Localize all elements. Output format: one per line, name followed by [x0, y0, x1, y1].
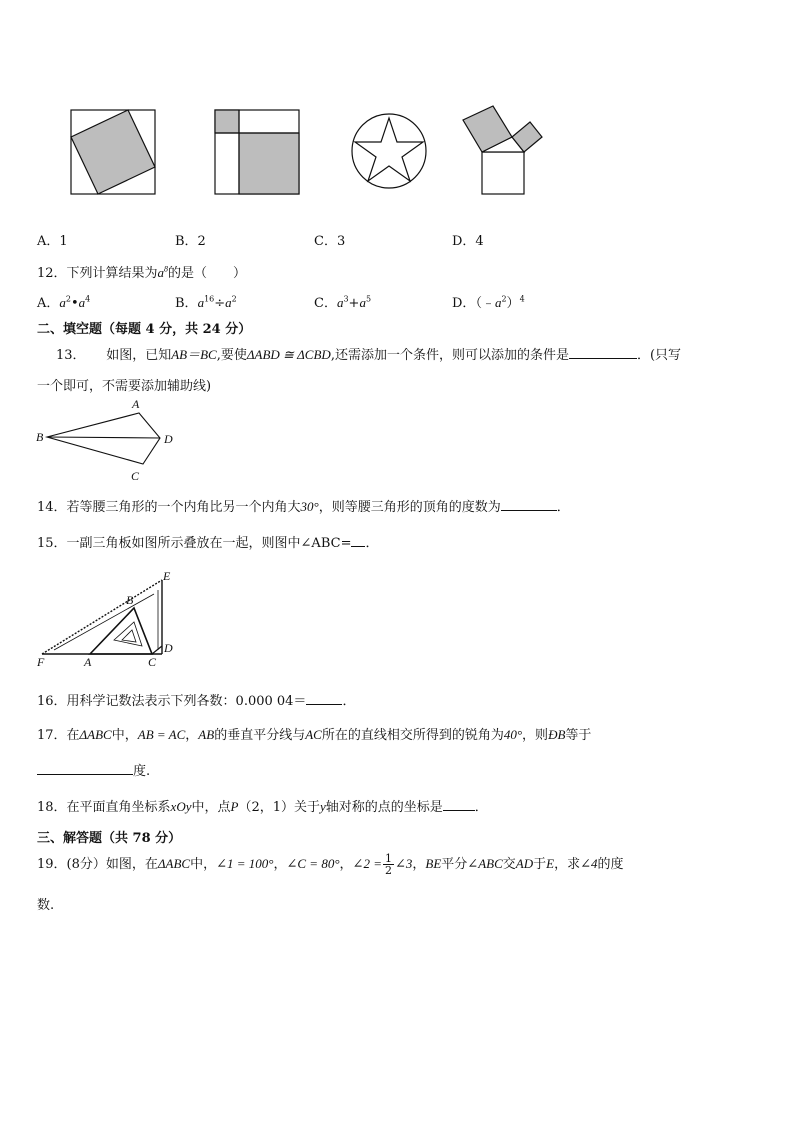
- q19-text-8: 于: [533, 857, 547, 872]
- q12-b-exp2: 2: [231, 294, 237, 304]
- figure-b-divided-square: [215, 110, 299, 194]
- q12-c-exp1: 3: [343, 294, 349, 304]
- q12-c-base1: a: [336, 295, 344, 310]
- q12-option-a-label: A．: [37, 296, 60, 311]
- q13-text-2: ,要使: [216, 348, 247, 363]
- q12-d-close: ）: [506, 296, 520, 311]
- q12-d-exp-in: 2: [501, 294, 507, 304]
- q12-option-b[interactable]: [175, 292, 237, 311]
- q12-d-exp-out: 4: [519, 294, 525, 304]
- q12-stem-pre: 12．下列计算结果为: [37, 266, 158, 281]
- q12-b-base2: a: [225, 295, 232, 310]
- q17-text-1: 17．在: [37, 728, 80, 743]
- q13-number: 13．: [56, 348, 86, 363]
- q11-option-b[interactable]: B．2: [175, 234, 206, 249]
- q11-option-c[interactable]: C．3: [314, 234, 346, 249]
- q19-frac-den: 2: [384, 864, 392, 877]
- q12-c-exp2: 5: [365, 294, 372, 304]
- q13-answer-blank[interactable]: [569, 346, 637, 359]
- q16-text-2: ．: [342, 694, 356, 709]
- q16-answer-blank[interactable]: [306, 692, 342, 705]
- q17-math-angle-b: ÐB: [548, 727, 566, 742]
- q19-math-be: BE: [425, 856, 442, 871]
- q16-line: [37, 690, 355, 709]
- q12-option-c-label: C．: [314, 296, 337, 311]
- q17-math-triangle: ΔABC: [79, 727, 112, 742]
- q19-line1: [37, 853, 624, 876]
- q15-text-1: 15．一副三角板如图所示叠放在一起，则图中∠ABC=: [37, 536, 352, 551]
- q13-label-c: C: [131, 469, 140, 483]
- q19-text-4: ，: [339, 857, 353, 872]
- q17-line2: [37, 760, 150, 779]
- q12-option-a[interactable]: [37, 292, 90, 311]
- q14-answer-blank[interactable]: [501, 498, 557, 511]
- q12-b-exp1: 16: [204, 294, 215, 304]
- q12-stem-base: a: [157, 265, 165, 280]
- q19-math-angle3: ∠3: [394, 856, 413, 871]
- q18-answer-blank[interactable]: [443, 798, 475, 811]
- q15-line: [37, 532, 378, 551]
- q13-label-d: D: [164, 432, 173, 446]
- q13-label-a: A: [132, 397, 140, 411]
- q19-text-1: 19．(8分）如图，在: [37, 857, 158, 872]
- q17-text-8: 度.: [133, 764, 151, 779]
- q19-math-triangle: ΔABC: [157, 856, 191, 871]
- q18-math-p: P: [230, 799, 239, 814]
- q19-text-3: ，: [273, 857, 287, 872]
- q15-text-2: ．: [365, 536, 379, 551]
- q19-text-9: ，求: [554, 857, 581, 872]
- q15-label-f: F: [37, 655, 45, 669]
- q11-figures: [60, 100, 560, 200]
- q15-figure-triangle-boards: [34, 568, 184, 670]
- q12-b-op: ÷: [214, 296, 226, 311]
- q19-line2: 数.: [37, 898, 55, 913]
- q12-stem: [37, 262, 246, 281]
- q19-math-angle1: ∠1 = 100°: [216, 856, 274, 871]
- q17-math-ac: AC: [305, 727, 322, 742]
- q18-text-2: 中，点: [191, 800, 231, 815]
- figure-a-tilted-square: [71, 110, 155, 194]
- q19-math-angle2: ∠2 =: [352, 856, 382, 871]
- q19-text-10: 的度: [597, 857, 624, 872]
- q18-math-y: y: [320, 799, 326, 814]
- q19-text-7: 交: [502, 857, 516, 872]
- q19-text-6: 平分: [441, 857, 468, 872]
- q15-label-a: A: [84, 655, 92, 669]
- q15-label-d: D: [164, 641, 173, 655]
- q12-option-c[interactable]: [314, 292, 371, 311]
- q19-math-angle-abc: ∠ABC: [467, 856, 503, 871]
- q17-math-40: 40°: [503, 727, 523, 742]
- q19-math-ad: AD: [515, 856, 534, 871]
- q17-text-2: 中，: [111, 728, 138, 743]
- q13-label-b: B: [36, 430, 44, 444]
- q12-a-base1: a: [59, 295, 66, 310]
- q19-frac-num: 1: [384, 852, 392, 865]
- q13-line2: 一个即可，不需要添加辅助线): [37, 379, 212, 394]
- q16-text-1: 16．用科学记数法表示下列各数：0.000 04＝: [37, 694, 307, 709]
- q17-text-5: 所在的直线相交所得到的锐角为: [321, 728, 504, 743]
- q15-answer-blank[interactable]: [351, 534, 365, 547]
- q18-text-4: 轴对称的点的坐标是: [325, 800, 443, 815]
- q12-option-b-label: B．: [175, 296, 198, 311]
- q18-text-1: 18．在平面直角坐标系: [37, 800, 171, 815]
- q12-option-d[interactable]: [452, 292, 525, 311]
- q12-option-d-label: D．: [452, 296, 476, 311]
- q15-label-c: C: [148, 655, 157, 669]
- q19-text-2: 中，: [190, 857, 217, 872]
- q12-d-open: （﹣: [475, 296, 495, 311]
- q15-label-b: B: [126, 593, 134, 607]
- q12-c-op: +: [348, 296, 360, 311]
- q12-c-base2: a: [359, 295, 366, 310]
- q13-math-congruent: ΔABD ≅ ΔCBD: [246, 347, 331, 362]
- q18-line: [37, 796, 488, 815]
- section-3-heading: 三、解答题（共 78 分）: [37, 831, 182, 846]
- q14-line: [37, 496, 570, 515]
- q19-text-5: ，: [412, 857, 426, 872]
- section-2-heading: 二、填空题（每题 4 分，共 24 分）: [37, 322, 252, 337]
- q17-line1: [37, 724, 591, 743]
- q14-text-1: 14．若等腰三角形的一个内角比另一个内角大: [37, 500, 301, 515]
- q17-math-ab: AB: [198, 727, 215, 742]
- q13-text-4: ．(只写: [636, 348, 682, 363]
- q12-a-op: •: [70, 296, 79, 311]
- q13-math-ab-bc: AB＝BC: [171, 347, 217, 362]
- q14-text-3: ．: [556, 500, 570, 515]
- q12-a-base2: a: [78, 295, 86, 310]
- q19-math-angle-c: ∠C = 80°: [286, 856, 340, 871]
- q18-math-xoy: xOy: [170, 799, 192, 814]
- q12-a-exp1: 2: [65, 294, 71, 304]
- q17-math-ab-ac: AB = AC: [137, 727, 186, 742]
- q13-figure-kite: [34, 395, 184, 485]
- q19-fraction: [383, 853, 394, 876]
- q17-text-6: ，则: [522, 728, 549, 743]
- q13-line1: [56, 344, 681, 363]
- q15-label-e: E: [163, 569, 171, 583]
- q12-b-base1: a: [197, 295, 205, 310]
- q12-d-base: a: [494, 295, 502, 310]
- q19-math-angle4: ∠4: [580, 856, 598, 871]
- q18-text-5: ．: [474, 800, 488, 815]
- q17-text-7: 等于: [565, 728, 592, 743]
- q12-stem-post: 的是（ ）: [168, 266, 247, 281]
- q13-text-3: ,还需添加一个条件，则可以添加的条件是: [330, 348, 569, 363]
- q14-math-30: 30°: [300, 499, 319, 514]
- q11-option-a[interactable]: A．1: [37, 234, 68, 249]
- q19-math-e: E: [546, 856, 555, 871]
- q17-answer-blank[interactable]: [37, 762, 133, 775]
- figure-d-pythagorean-squares: [463, 106, 542, 194]
- q14-text-2: ，则等腰三角形的顶角的度数为: [318, 500, 501, 515]
- q18-text-3: （2，1）关于: [238, 800, 320, 815]
- q11-option-d[interactable]: D．4: [452, 234, 484, 249]
- figure-c-star-in-circle: [352, 114, 426, 188]
- q13-text-1: 如图，已知: [106, 348, 172, 363]
- q12-a-exp2: 4: [85, 294, 91, 304]
- q12-stem-exp: 8: [164, 264, 169, 274]
- q17-text-3: ，: [185, 728, 199, 743]
- q17-text-4: 的垂直平分线与: [214, 728, 306, 743]
